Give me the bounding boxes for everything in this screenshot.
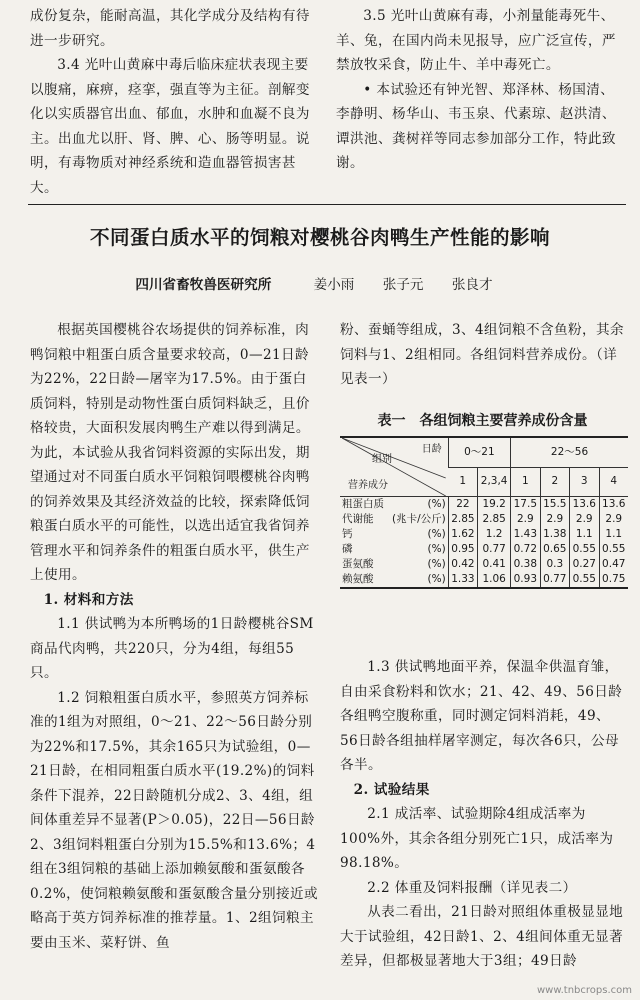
row-label: 赖氨酸 — [340, 572, 388, 588]
nutrient-table — [340, 436, 628, 589]
table-cell: 0.75 — [599, 572, 628, 588]
author: 姜小雨 — [313, 277, 355, 293]
top-left-column — [30, 4, 315, 200]
paragraph: 3.5 光叶山黄麻有毒，小剂量能毒死牛、羊、兔，在国内尚未见报导，应广泛宣传，严禁放牧采食，防止牛、羊中毒死亡。 — [336, 8, 616, 73]
table-cell: 2.85 — [448, 512, 477, 527]
table-cell: 0.55 — [570, 572, 599, 588]
paragraph: 3.4 光叶山黄麻中毒后临床症状表现主要以腹痛，麻痹，痉挛，强直等为主征。剖解变化以实质器官出血、郁血，水肿和血凝不良为主。出血尤以肝、肾、脾、心、肠等明显。说明，有毒物质对神经系统和造血器管损害甚大。 — [30, 57, 310, 196]
table-cell: 17.5 — [511, 497, 540, 513]
table-cell: 15.5 — [540, 497, 569, 513]
group-header: 4 — [599, 467, 628, 496]
table-cell: 2.9 — [599, 512, 628, 527]
age-group-header: 22～56 — [511, 437, 628, 467]
table-cell: 1.2 — [478, 527, 511, 542]
paragraph: 1.3 供试鸭地面平养，保温伞供温育雏，自由采食粉料和饮水；21、42、49、56日龄各组鸭空腹称重，同时测定饲料消耗，49、56日龄各组抽样屠宰测定，每次各6只，公母各半。 — [340, 659, 623, 773]
table-cell: 0.77 — [540, 572, 569, 588]
paragraph: 1.1 供试鸭为本所鸭场的1日龄樱桃谷SM商品代肉鸭，共220只，分为4组，每组55只。 — [30, 616, 314, 681]
table-row — [340, 512, 628, 527]
body-right-intro — [340, 318, 625, 392]
table-cell: 2.9 — [511, 512, 540, 527]
table-cell: 1.06 — [478, 572, 511, 588]
table-cell: 0.27 — [570, 557, 599, 572]
section-heading: 1. 材料和方法 — [43, 591, 134, 608]
table-row — [340, 497, 628, 513]
table-cell: 1.1 — [570, 527, 599, 542]
row-unit: (%) — [388, 572, 448, 588]
article-title: 不同蛋白质水平的饲粮对樱桃谷肉鸭生产性能的影响 — [89, 226, 550, 249]
table-cell: 0.77 — [478, 542, 511, 557]
table-cell: 1.1 — [599, 527, 628, 542]
row-label: 蛋氨酸 — [342, 558, 374, 570]
table-cell: 0.41 — [478, 557, 511, 572]
paragraph: 2.1 成活率、试验期除4组成活率为100%外，其余各组分别死亡1只，成活率为98.18%。 — [340, 806, 614, 871]
paragraph: 粉、蚕蛹等组成，3、4组饲粮不含鱼粉，其余饲料与1、2组相同。各组饲料营养成份。（详见表一） — [340, 322, 624, 387]
table-cell: 0.72 — [511, 542, 540, 557]
table-cell: 0.42 — [448, 557, 477, 572]
table-row — [340, 572, 628, 588]
row-label: 钙 — [342, 528, 353, 540]
group-header: 3 — [570, 467, 599, 496]
table-cell: 2.9 — [570, 512, 599, 527]
paragraph: 成份复杂，能耐高温，其化学成分及结构有待进一步研究。 — [30, 8, 310, 49]
group-header: 1 — [511, 467, 540, 496]
row-unit: (兆卡/公斤) — [391, 513, 446, 525]
table-cell: 0.55 — [599, 542, 628, 557]
row-unit: (%) — [427, 498, 446, 510]
row-unit: (%) — [427, 558, 446, 570]
table-corner-cell — [340, 437, 448, 497]
paragraph: 1.2 饲粮粗蛋白质水平，参照英方饲养标准的1组为对照组，0～21、22～56日龄分别为22%和17.5%，其余165只为试验组，0—21日龄，在相同粗蛋白质水平(19.2%)的饲料条件下混养，22日龄随机分成2、3、4组，组间体重差异不显著(P＞0.05)，22日—56日龄2、3组饲料粗蛋白分别为15.5%和13.6%；4组在3组饲粮的基础上添加赖氨酸和蛋氨酸各0.2%，使饲粮赖氨酸和蛋氨酸含量分别接近或略高于英方饲养标准的推荐量。1、2组饲粮主要由玉米、菜籽饼、鱼 — [30, 689, 319, 951]
table-cell: 0.65 — [540, 542, 569, 557]
author: 张良才 — [451, 277, 493, 293]
table-cell: 0.3 — [540, 557, 569, 572]
group-header: 2,3,4 — [478, 467, 511, 496]
group-header: 1 — [448, 467, 477, 496]
corner-nutrient-label: 营养成分 — [348, 480, 388, 491]
table-title: 表一 各组饲粮主要营养成份含量 — [377, 413, 588, 429]
table-cell: 0.38 — [511, 557, 540, 572]
paragraph: 从表二看出，21日龄对照组体重极显显地大于试验组，42日龄1、2、4组间体重无显著差异，但都极显著地大于3组；49日龄 — [340, 904, 624, 969]
article-divider — [28, 204, 626, 205]
row-unit: (%) — [427, 543, 446, 555]
row-unit: (%) — [427, 528, 446, 540]
top-right-column — [336, 4, 624, 176]
group-header: 2 — [540, 467, 569, 496]
table-cell: 22 — [448, 497, 477, 513]
body-right-column — [340, 655, 625, 974]
row-label: 粗蛋白质 — [342, 498, 384, 510]
table-cell: 0.55 — [570, 542, 599, 557]
row-label: 磷 — [342, 543, 353, 555]
watermark: www.tnbcrops.com — [536, 985, 632, 996]
author: 张子元 — [382, 277, 424, 293]
table-cell: 1.43 — [511, 527, 540, 542]
paragraph: 根据英国樱桃谷农场提供的饲养标准，肉鸭饲粮中粗蛋白质含量要求较高，0—21日龄为22%，22日龄—屠宰为17.5%。由于蛋白质饲料，特别是动物性蛋白质饲料缺乏，且价格较贵，大面积发展肉鸭生产难以得到满足。为此，本试验从我省饲料资源的实际出发，期望通过对不同蛋白质水平饲粮饲喂樱桃谷肉鸭的饲养效果及其经济效益的比较，探索降低饲粮蛋白质水平的可能性，以选出适宜我省饲养管理水平和饲养条件的粗蛋白质水平，供生产上使用。 — [30, 322, 310, 583]
corner-age-label: 日龄 — [421, 444, 442, 455]
table-cell: 0.47 — [599, 557, 628, 572]
institution: 四川省畜牧兽医研究所 — [135, 277, 272, 293]
table-row — [340, 557, 628, 572]
paragraph: 2.2 体重及饲料报酬（详见表二） — [367, 879, 577, 896]
table-cell: 0.95 — [448, 542, 477, 557]
table-cell: 1.33 — [448, 572, 477, 588]
age-group-header: 0～21 — [448, 437, 510, 467]
table-cell: 13.6 — [599, 497, 628, 513]
table-cell: 1.62 — [448, 527, 477, 542]
paragraph: • 本试验还有钟光智、郑泽林、杨国清、李静明、杨华山、韦玉泉、代素琼、赵洪清、谭洪池、龚树祥等同志参加部分工作，特此致谢。 — [336, 81, 616, 171]
table-cell: 2.9 — [540, 512, 569, 527]
body-left-column — [30, 318, 320, 955]
byline — [0, 273, 640, 293]
row-label: 代谢能 — [342, 513, 374, 525]
table-cell: 2.85 — [478, 512, 511, 527]
section-heading: 2. 试验结果 — [353, 781, 430, 798]
table-cell: 0.93 — [511, 572, 540, 588]
table-cell: 19.2 — [478, 497, 511, 513]
table-cell: 13.6 — [570, 497, 599, 513]
table-row — [340, 527, 628, 542]
table-row — [340, 542, 628, 557]
corner-group-label: 组别 — [372, 454, 392, 465]
table-cell: 1.38 — [540, 527, 569, 542]
